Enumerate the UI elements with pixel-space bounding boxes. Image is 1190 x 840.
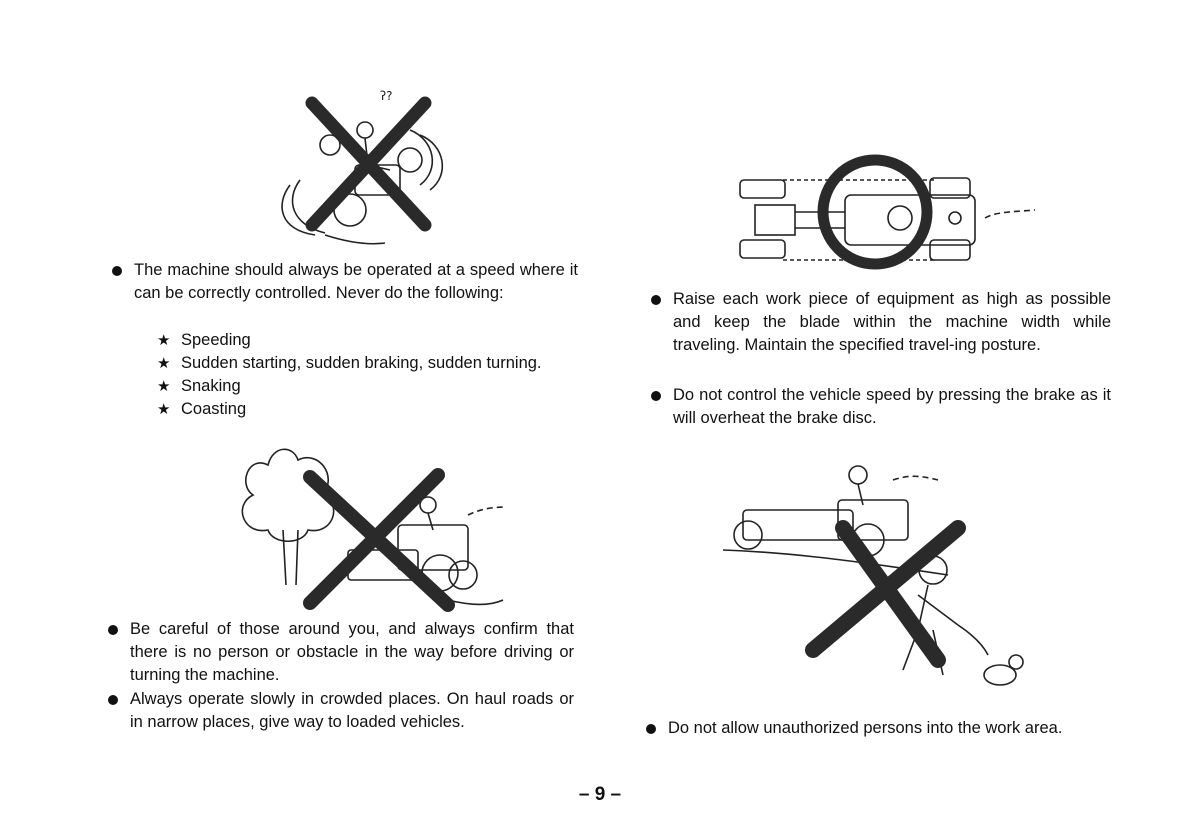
list-item: ★ Sudden starting, sudden braking, sudden turning. — [157, 352, 577, 375]
svg-text:ʔ?: ʔ? — [380, 89, 393, 103]
bullet-raise-text: Raise each work piece of equipment as high as possible and keep the blade within the machine width while traveling. Maintain the specified travel-ing posture. — [673, 290, 1111, 354]
bullet-unauthorized-persons — [668, 717, 1108, 740]
page-number: – 9 – — [578, 784, 622, 805]
bullet-speed-control — [134, 259, 578, 305]
bullet-careful-text: Be careful of those around you, and always confirm that there is no person or obstacle in the way before driving or turning the machine. — [130, 620, 574, 684]
bullet-brake — [673, 384, 1111, 430]
bullet-dot — [108, 625, 118, 635]
bullet-brake-text: Do not control the vehicle speed by pressing the brake as it will overheat the brake disc. — [673, 386, 1111, 427]
list-item: ★ Coasting — [157, 398, 577, 421]
snaking-tractor-illustration — [270, 85, 460, 255]
bullet-unauthorized-text: Do not allow unauthorized persons into the work area. — [668, 719, 1063, 737]
travel-posture-illustration — [735, 150, 1045, 275]
bullet-dot — [112, 266, 122, 276]
star-icon: ★ — [157, 401, 171, 418]
tree-collision-illustration — [228, 435, 528, 615]
star-icon: ★ — [157, 332, 171, 349]
list-item: ★ Snaking — [157, 375, 577, 398]
bullet-crowded-text: Always operate slowly in crowded places. On haul roads or in narrow places, give way to loaded vehicles. — [130, 690, 574, 731]
bullet-careful-around — [130, 618, 574, 687]
star-icon: ★ — [157, 378, 171, 395]
bullet-speed-text: The machine should always be operated at a speed where it can be correctly controlled. Never do the following: — [134, 261, 578, 302]
bullet-dot — [651, 295, 661, 305]
never-do-list — [157, 329, 577, 421]
bullet-dot — [646, 724, 656, 734]
pedestrian-in-path-illustration — [718, 450, 1048, 695]
star-icon: ★ — [157, 355, 171, 372]
bullet-raise-equipment — [673, 288, 1111, 357]
bullet-crowded-places — [130, 688, 574, 734]
bullet-dot — [651, 391, 661, 401]
bullet-dot — [108, 695, 118, 705]
list-item: ★ Speeding — [157, 329, 577, 352]
